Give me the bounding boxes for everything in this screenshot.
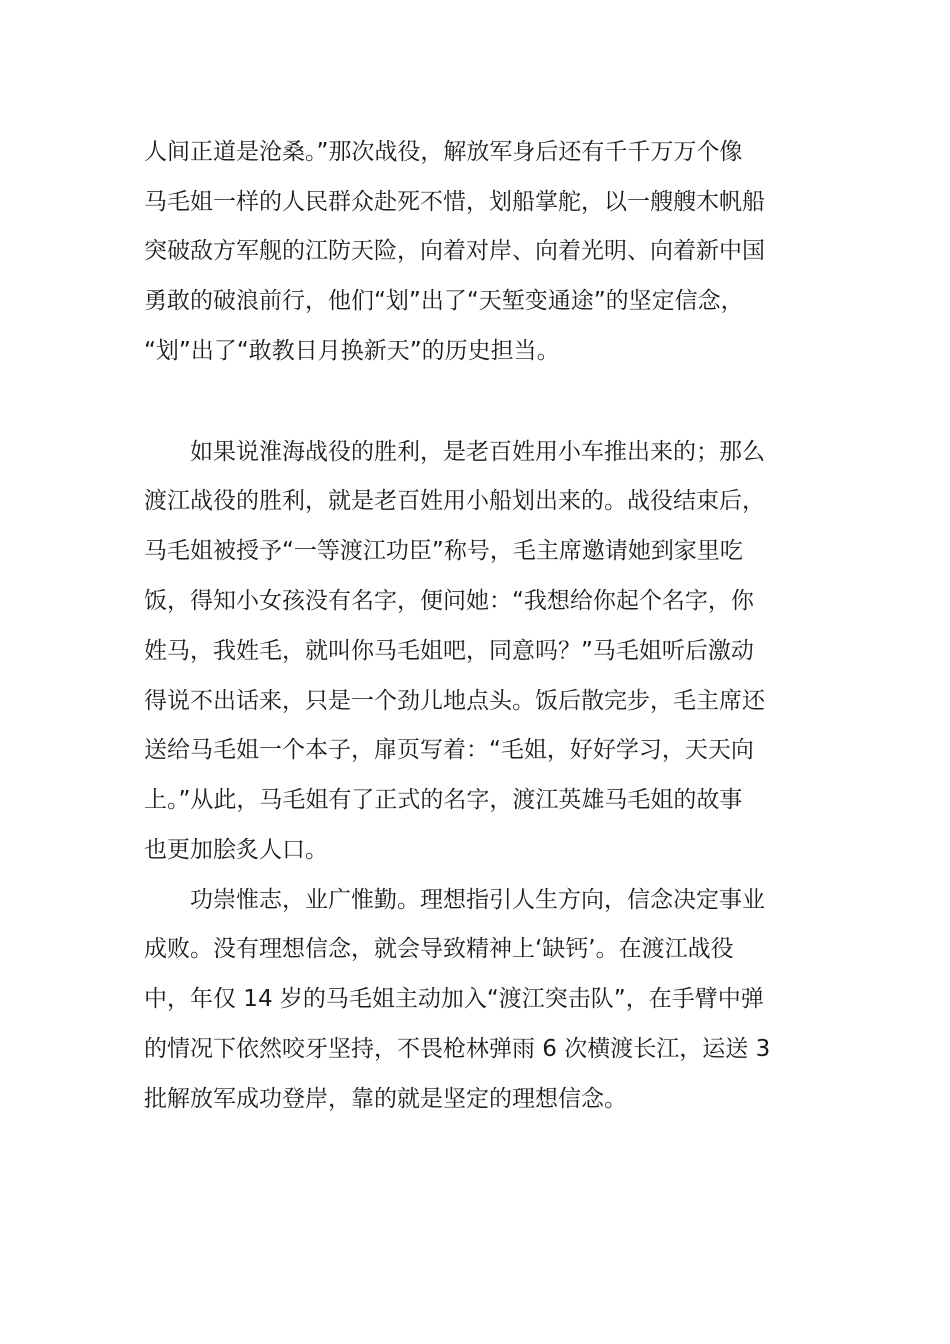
text-line: 的情况下依然咬牙坚持，不畏枪林弹雨 6 次横渡长江，运送 3 — [144, 1036, 771, 1062]
text-line: “划”出了“敢教日月换新天”的历史担当。 — [144, 338, 560, 364]
text-line: 中，年仅 14 岁的马毛姐主动加入“渡江突击队”，在手臂中弹 — [144, 986, 764, 1012]
text-line: 勇敢的破浪前行，他们“划”出了“天堑变通途”的坚定信念， — [144, 288, 744, 314]
text-line: 马毛姐被授予“一等渡江功臣”称号，毛主席邀请她到家里吃 — [144, 538, 743, 564]
text-line: 上。”从此，马毛姐有了正式的名字，渡江英雄马毛姐的故事 — [144, 787, 743, 813]
text-line: 姓马，我姓毛，就叫你马毛姐吧，同意吗？”马毛姐听后激动 — [144, 638, 754, 664]
text-line: 饭，得知小女孩没有名字，便问她：“我想给你起个名字，你 — [144, 588, 754, 614]
text-line: 如果说淮海战役的胜利，是老百姓用小车推出来的；那么 — [190, 439, 765, 465]
text-line: 送给马毛姐一个本子，扉页写着：“毛姐，好好学习，天天向 — [144, 737, 754, 763]
text-line: 马毛姐一样的人民群众赴死不惜，划船掌舵，以一艘艘木帆船 — [144, 189, 765, 215]
text-line: 成败。没有理想信念，就会导致精神上‘缺钙’。在渡江战役 — [144, 936, 734, 962]
text-line: 功崇惟志，业广惟勤。理想指引人生方向，信念决定事业 — [190, 887, 765, 913]
text-line: 人间正道是沧桑。”那次战役，解放军身后还有千千万万个像 — [144, 139, 743, 165]
text-line: 批解放军成功登岸，靠的就是坚定的理想信念。 — [144, 1086, 627, 1112]
text-line: 也更加脍炙人口。 — [144, 837, 328, 863]
text-line: 渡江战役的胜利，就是老百姓用小船划出来的。战役结束后， — [144, 488, 765, 514]
text-line: 得说不出话来，只是一个劲儿地点头。饭后散完步，毛主席还 — [144, 688, 765, 714]
text-line: 突破敌方军舰的江防天险，向着对岸、向着光明、向着新中国 — [144, 238, 765, 264]
